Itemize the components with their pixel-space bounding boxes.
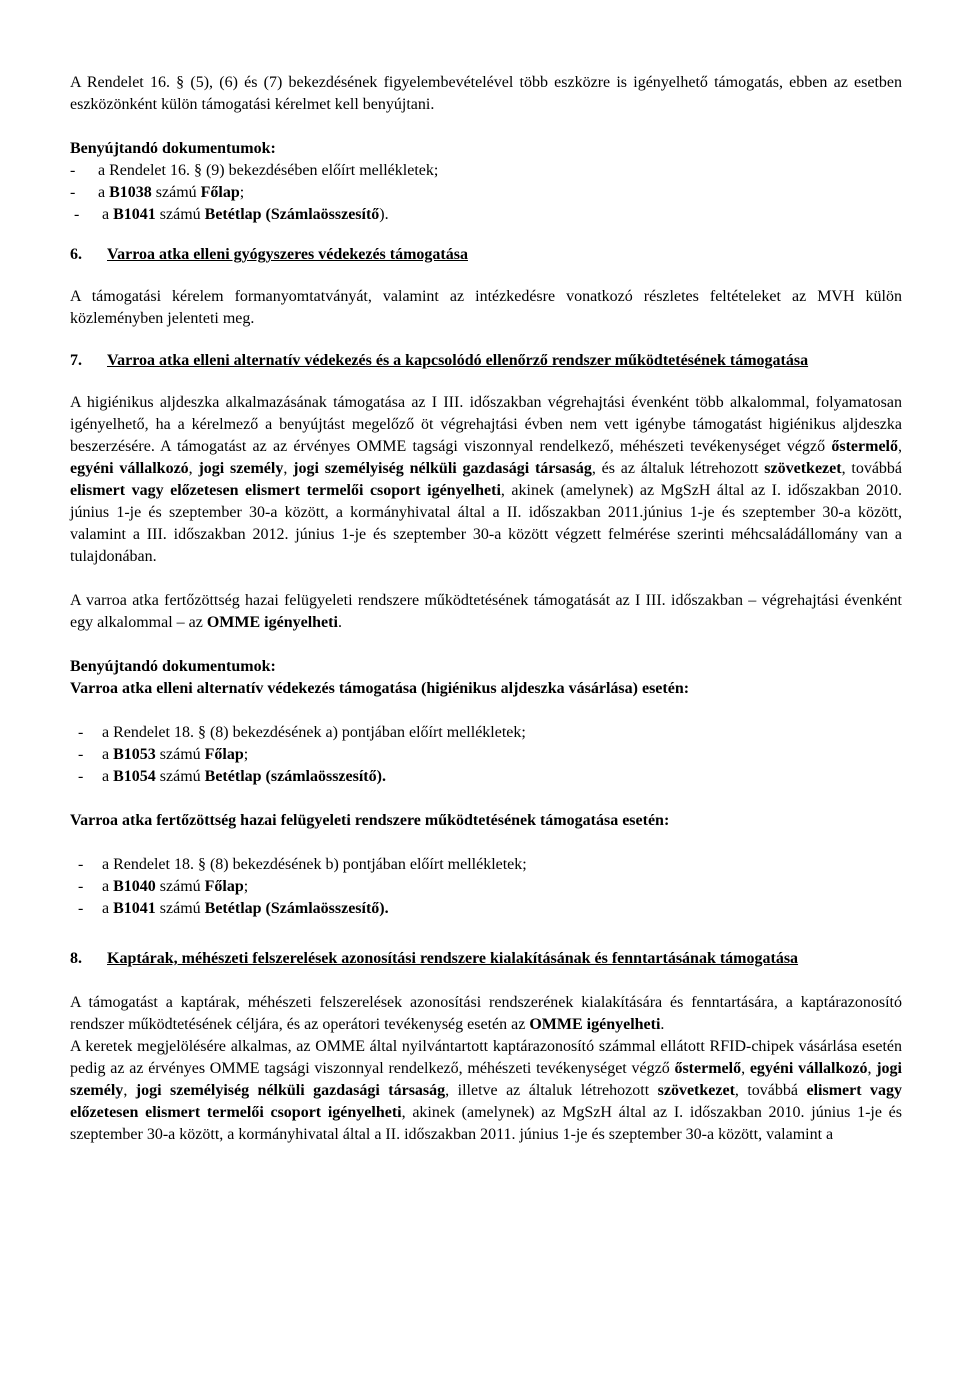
required-documents-heading: Benyújtandó dokumentumok: <box>70 658 276 675</box>
required-documents-block <box>70 138 902 226</box>
section-7-heading <box>70 350 902 372</box>
list-item: - a B1038 számú Főlap; <box>70 184 245 201</box>
list-item: - a Rendelet 16. § (9) bekezdésében előírt mellékletek; <box>70 162 439 179</box>
list-item: - a B1041 számú Betétlap (Számlaösszesítő). <box>70 900 389 917</box>
list-item: - a B1053 számú Főlap; <box>70 746 249 763</box>
subsection-heading: Varroa atka elleni alternatív védekezés támogatása (higiénikus aljdeszka vásárlása) esetén: <box>70 680 690 697</box>
list-item: - a Rendelet 18. § (8) bekezdésének a) pontjában előírt mellékletek; <box>70 724 526 741</box>
list-item: - a B1054 számú Betétlap (számlaösszesítő). <box>70 768 386 785</box>
required-documents-heading: Benyújtandó dokumentumok: <box>70 140 276 157</box>
section-number: 7. <box>70 352 82 369</box>
section-8-paragraph-1: A támogatást a kaptárak, méhészeti felszerelések azonosítási rendszerének kialakítására és fenntartására, a kaptárazonosító rendszer működtetésének céljára, és az operátori tevékenység esetén az OMME igényelheti. <box>70 994 902 1033</box>
section-7-paragraph-1: A higiénikus aljdeszka alkalmazásának támogatása az I III. időszakban végrehajtási évenként több alkalommal, folyamatosan igényelhető, ha a kérelmező a benyújtást megelőző öt végrehajtási évben nem vett igénybe támogatást higiénikus aljdeszka beszerzésére. A támogatást az az érvényes OMME tagsági viszonnyal rendelkező, méhészeti tevékenységet végző őstermelő, egyéni vállalkozó, jogi személy, jogi személyiség nélküli gazdasági társaság, és az általuk létrehozott szövetkezet, továbbá elismert vagy előzetesen elismert termelői csoport igényelheti, akinek (amelynek) az MgSzH által az I. időszakban 2010. június 1-je és szeptember 30-a között, a kormányhivatal által a II. időszakban 2011.június 1-je és szeptember 30-a között, valamint a III. időszakban 2012. június 1-je és szeptember 30-a között végzett felmérése szerinti méhcsaládállomány van a tulajdonában. <box>70 394 903 565</box>
section-7-paragraph-2: A varroa atka fertőzöttség hazai felügyeleti rendszere működtetésének támogatását az I III. időszakban – végrehajtási évenként egy alkalommal – az OMME igényelheti. <box>70 592 902 631</box>
section-title: Kaptárak, méhészeti felszerelések azonosítási rendszere kialakításának és fenntartásának támogatása <box>107 950 799 967</box>
section-6-body: A támogatási kérelem formanyomtatványát, valamint az intézkedésre vonatkozó részletes feltételeket az MVH külön közleményben jelenteti meg. <box>70 288 902 327</box>
list-item: - a B1040 számú Főlap; <box>70 878 249 895</box>
section-number: 6. <box>70 246 82 263</box>
section-6-heading <box>70 244 902 266</box>
section-number: 8. <box>70 950 82 967</box>
required-documents-list <box>70 722 902 788</box>
required-documents-list <box>70 160 902 226</box>
section-title: Varroa atka elleni gyógyszeres védekezés támogatása <box>107 246 468 263</box>
section-8-paragraph-2: A keretek megjelölésére alkalmas, az OMME által nyilvántartott kaptárazonosító számmal ellátott RFID-chipek vásárlása esetén pedig az az érvényes OMME tagsági viszonnyal rendelkező, méhészeti tevékenységet végző őstermelő, egyéni vállalkozó, jogi személy, jogi személyiség nélküli gazdasági társaság, illetve az általuk létrehozott szövetkezet, továbbá elismert vagy előzetesen elismert termelői csoport igényelheti, akinek (amelynek) az MgSzH által az I. időszakban 2010. június 1-je és szeptember 30-a között, a kormányhivatal által a II. időszakban 2011. június 1-je és szeptember 30-a között, valamint a <box>70 1038 903 1143</box>
document-page <box>70 72 902 1146</box>
list-item: - a Rendelet 18. § (8) bekezdésének b) pontjában előírt mellékletek; <box>70 856 527 873</box>
section-title: Varroa atka elleni alternatív védekezés és a kapcsolódó ellenőrző rendszer működtetésének támogatása <box>107 352 809 369</box>
required-documents-list <box>70 854 902 920</box>
subsection-heading: Varroa atka fertőzöttség hazai felügyeleti rendszere működtetésének támogatása esetén: <box>70 812 670 829</box>
list-item: - a B1041 számú Betétlap (Számlaösszesítő). <box>70 206 389 223</box>
intro-paragraph: A Rendelet 16. § (5), (6) és (7) bekezdésének figyelembevételével több eszközre is igényelhető támogatás, ebben az esetben eszközönként külön támogatási kérelmet kell benyújtani. <box>70 74 902 113</box>
section-8-heading <box>70 948 902 970</box>
